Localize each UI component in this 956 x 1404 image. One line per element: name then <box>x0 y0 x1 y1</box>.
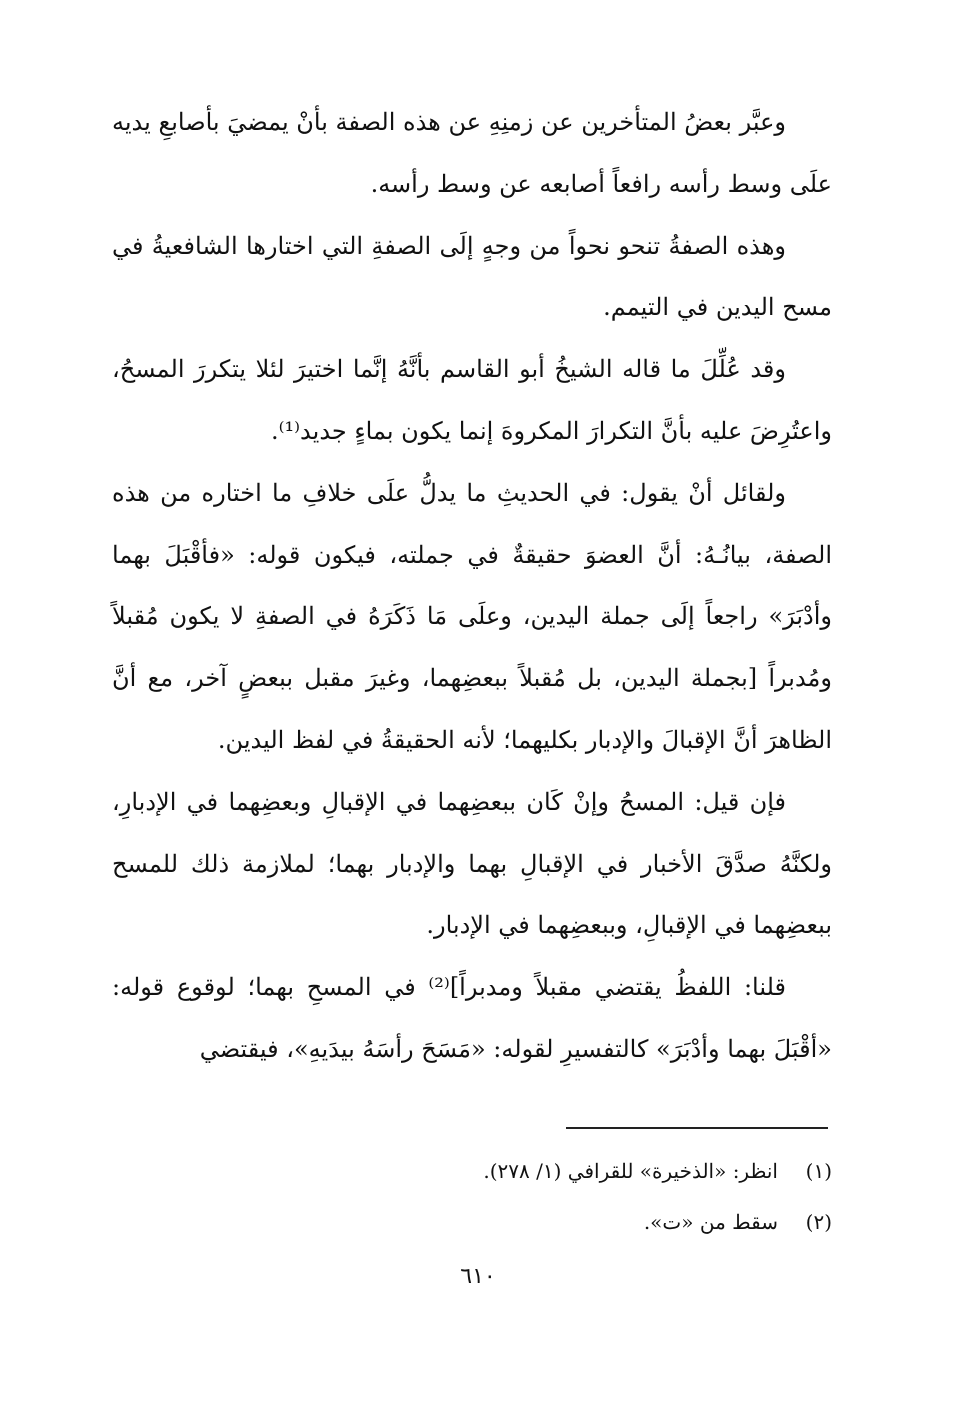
footnote-number: (١) <box>805 1159 832 1183</box>
footnote-separator <box>566 1127 828 1129</box>
paragraph: ولقائل أنْ يقول: في الحديثِ ما يدلُّ علَى خلافِ ما اختاره من هذه الصفة، بيانُـهُ: أنَّ العضوَ حقيقةٌ في جملته، فيكون قوله: «فأقْبَلَ بهما وأدْبَرَ» راجعاً إلَى جملة اليدين، وعلَى مَا ذَكَرَهُ في الصفةِ لا يكون مُقبلاً ومُدبراً [بجملة اليدين، بل مُقبلاً ببعضِهما، وغيرَ مقبل ببعضٍ آخر، مع أنَّ الظاهرَ أنَّ الإقبالَ والإدبار بكليهما؛ لأنه الحقيقةُ في لفظ اليدين. <box>112 478 832 754</box>
paragraph: وعبَّر بعضُ المتأخرين عن زمنِهِ عن هذه الصفة بأنْ يمضيَ بأصابعِ يديه علَى وسط رأسه رافعاً أصابعه عن وسط رأسه. <box>112 108 832 198</box>
footnote-text: انظر: «الذخيرة» للقرافي (١/ ٢٧٨). <box>483 1159 778 1183</box>
main-text <box>112 92 832 1081</box>
paragraph: وهذه الصفةُ تنحو نحواً من وجهٍ إلَى الصفةِ التي اختارها الشافعيةُ في مسح اليدين في التيمم. <box>112 231 832 322</box>
paragraph: وقد عُلِّلَ ما قاله الشيخُ أبو القاسم بأنَّهُ إنَّما اختيرَ لئلا يتكررَ المسحُ، واعتُرِضَ عليه بأنَّ التكرارَ المكروهَ إنما يكون بماءٍ جديد⁽¹⁾. <box>112 355 832 445</box>
footnote-text: سقط من «ت». <box>643 1210 778 1234</box>
footnotes <box>112 1146 832 1248</box>
footnote <box>112 1197 832 1248</box>
footnote <box>112 1146 832 1197</box>
paragraph: قلنا: اللفظُ يقتضي مقبلاً ومدبراً]⁽²⁾ في المسحِ بهما؛ لوقوع قوله: «أقْبَلَ بهما وأدْبَرَ» كالتفسيرِ لقوله: «مَسَحَ رأسَهُ بيدَيهِ»، فيقتضي <box>112 973 832 1063</box>
page-number: ٦١٠ <box>460 1264 496 1289</box>
footnote-number: (٢) <box>805 1210 832 1234</box>
paragraph: فإن قيل: المسحُ وإنْ كَان ببعضِهما في الإقبالِ وبعضِهما في الإدبارِ، ولكنَّهُ صدَّقَ الأخبار في الإقبالِ بهما والإدبار بهما؛ لملازمة ذلك للمسح ببعضِهما في الإقبالِ، وببعضِهما في الإدبار. <box>112 787 832 940</box>
